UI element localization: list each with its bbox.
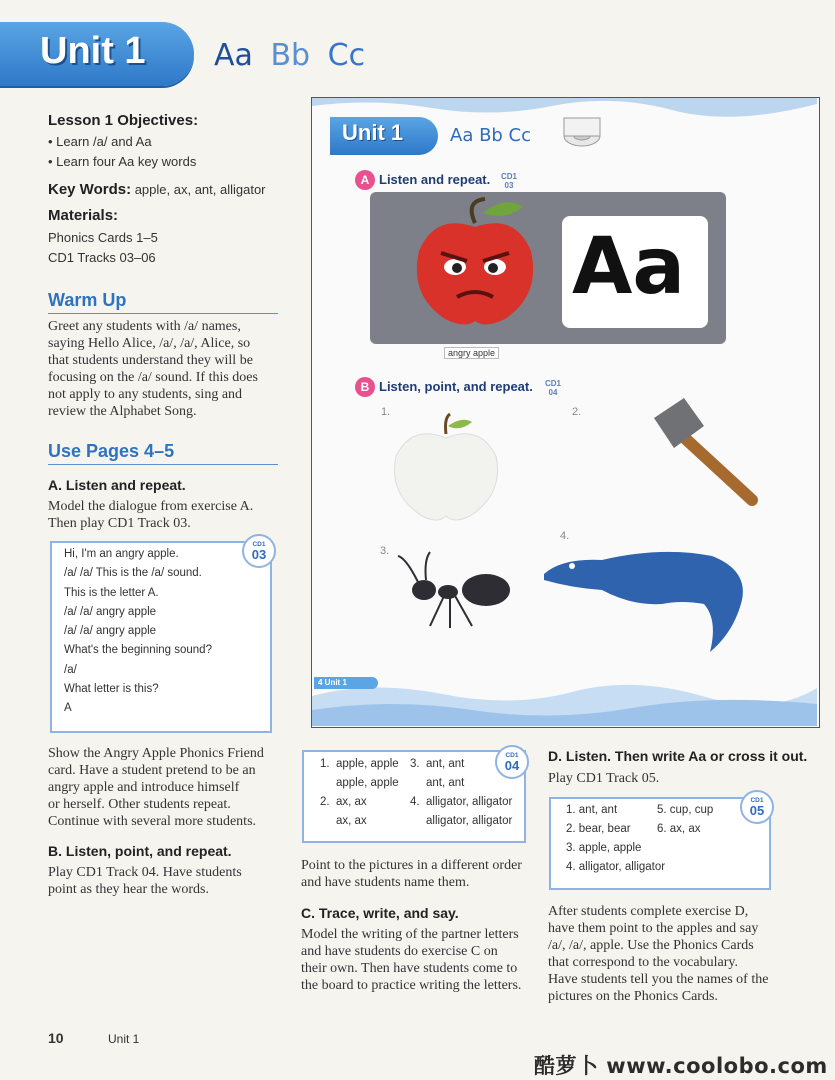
warmup-text: Greet any students with /a/ names, saying Hello Alice, /a/, /a/, Alice, so that students understand they will be focusing on the /a/ sound. If this does not apply to any students, sing and review the Alphabet Song. — [48, 319, 258, 419]
page-number: 10 — [48, 1030, 64, 1046]
word-item: 3. apple, apple — [566, 842, 642, 854]
word-item: alligator, alligator — [426, 815, 513, 827]
materials-item: Phonics Cards 1–5 — [48, 230, 158, 245]
word-item: ant, ant — [426, 758, 465, 770]
word-item: ax, ax — [336, 796, 367, 808]
word-item: 2. bear, bear — [566, 823, 631, 835]
word-item: 1. ant, ant — [566, 804, 618, 816]
point-text: Point to the pictures in a different order and have students name them. — [301, 858, 522, 890]
warmup-rule — [48, 313, 278, 314]
exercise-b-head: B. Listen, point, and repeat. — [48, 843, 232, 859]
word-item: alligator, alligator — [426, 796, 513, 808]
big-letters: Aa — [572, 222, 686, 312]
watermark: 酷萝卜 www.coolobo.com — [534, 1054, 828, 1078]
footer-unit: Unit 1 — [108, 1032, 140, 1046]
use-pages-rule — [48, 464, 278, 465]
book-page-tab-text: 4 Unit 1 — [318, 678, 347, 687]
exercise-d-head: D. Listen. Then write Aa or cross it out. — [548, 748, 808, 764]
word-item: apple, apple — [336, 758, 399, 770]
cd-track-badge: CD1 05 — [740, 790, 774, 824]
word-number: 4. — [410, 796, 420, 808]
word-item: 6. ax, ax — [657, 823, 701, 835]
angry-apple-icon — [405, 195, 545, 335]
exercise-a-text: Model the dialogue from exercise A. Then play CD1 Track 03. — [48, 499, 254, 531]
picture-number: 4. — [560, 530, 570, 542]
apple-icon — [388, 412, 506, 524]
key-words — [48, 180, 266, 199]
book-bottom-wave — [312, 676, 817, 726]
word-item: ax, ax — [336, 815, 367, 827]
objective-item: • Learn /a/ and Aa — [48, 134, 152, 149]
letters-c: Cc — [327, 38, 366, 73]
step-a-cd: CD1 03 — [500, 172, 517, 190]
materials-item: CD1 Tracks 03–06 — [48, 250, 156, 265]
word-number: 3. — [410, 758, 420, 770]
picture-number: 2. — [572, 406, 582, 418]
exercise-c-head: C. Trace, write, and say. — [301, 905, 459, 921]
dialog-lines: Hi, I'm an angry apple. /a/ /a/ This is the /a/ sound. This is the letter A. /a/ /a/ angry apple /a/ /a/ angry apple What's the beginning sound? /a/ What letter is this? A — [64, 548, 212, 715]
word-item: 4. alligator, alligator — [566, 861, 666, 873]
use-pages-title: Use Pages 4–5 — [48, 441, 175, 461]
step-a-text: Listen and repeat. — [379, 172, 491, 187]
materials-title: Materials: — [48, 207, 119, 224]
key-words-label: Key Words: — [48, 181, 132, 198]
scroll-icon — [560, 112, 604, 150]
exercise-a-head: A. Listen and repeat. — [48, 477, 186, 493]
alligator-icon — [542, 540, 754, 664]
step-a-badge: A — [355, 170, 375, 190]
ant-icon — [396, 548, 526, 632]
objective-item: • Learn four Aa key words — [48, 154, 197, 169]
exercise-b-text: Play CD1 Track 04. Have students point as they hear the words. — [48, 865, 242, 897]
key-words-value: apple, ax, ant, alligator — [134, 182, 266, 197]
warmup-title: Warm Up — [48, 290, 127, 310]
picture-number: 3. — [380, 545, 390, 557]
objectives-title: Lesson 1 Objectives: — [48, 112, 199, 129]
photo-caption: angry apple — [444, 347, 499, 359]
word-item: ant, ant — [426, 777, 465, 789]
exercise-c-text: Model the writing of the partner letters and have students do exercise C on their own. Then have students come to the board to practice writing the letters. — [301, 927, 522, 993]
cd-track-badge: CD1 03 — [242, 534, 276, 568]
book-unit-label: Unit 1 — [342, 120, 404, 145]
letters-title — [214, 38, 365, 73]
word-item: apple, apple — [336, 777, 399, 789]
word-number: 2. — [320, 796, 330, 808]
unit-label: Unit 1 — [40, 30, 146, 72]
after-text: After students complete exercise D, have them point to the apples and say /a/, /a/, apple. Use the Phonics Cards that correspond to the vocabulary. Have students tell you the names of the pictures on the Phonics Cards. — [548, 904, 769, 1004]
word-item: 5. cup, cup — [657, 804, 714, 816]
letters-a: Aa — [214, 38, 253, 73]
step-b-badge: B — [355, 377, 375, 397]
ax-icon — [646, 396, 762, 512]
book-title: Aa Bb Cc — [450, 125, 532, 146]
word-number: 1. — [320, 758, 330, 770]
letters-b: Bb — [270, 38, 311, 73]
show-text: Show the Angry Apple Phonics Friend card. Have a student pretend to be an angry apple and introduce himself or herself. Other students repeat. Continue with several more students. — [48, 746, 264, 829]
step-b-text: Listen, point, and repeat. — [379, 379, 533, 394]
picture-number: 1. — [381, 406, 391, 418]
step-b-cd: CD1 04 — [544, 379, 561, 397]
cd-track-badge: CD1 04 — [495, 745, 529, 779]
exercise-d-text: Play CD1 Track 05. — [548, 771, 660, 786]
